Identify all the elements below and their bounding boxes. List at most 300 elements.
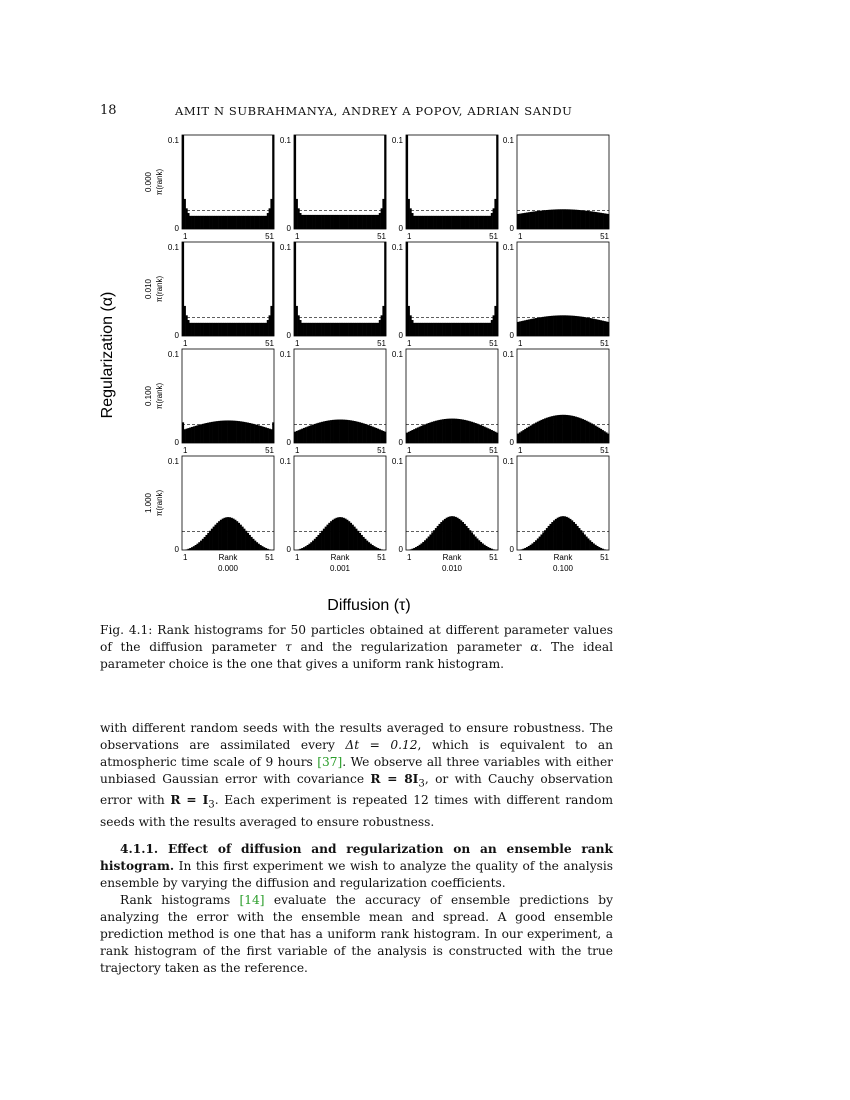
histogram-bar xyxy=(526,428,528,443)
histogram-bar xyxy=(254,323,256,336)
histogram-bar xyxy=(200,424,202,443)
histogram-bar xyxy=(343,215,345,229)
histogram-bar xyxy=(531,212,533,229)
histogram-bar xyxy=(231,323,233,336)
histogram-bar xyxy=(493,208,495,229)
histogram-bar xyxy=(359,323,361,336)
x-tick-label: 1 xyxy=(407,446,412,455)
histogram-bar xyxy=(569,209,571,229)
histogram-bar xyxy=(307,427,309,443)
histogram-bar xyxy=(406,242,408,336)
histogram-bar xyxy=(548,526,550,550)
histogram-bar xyxy=(202,216,204,229)
histogram-bar xyxy=(437,420,439,443)
histogram-bar xyxy=(440,216,442,229)
histogram-bar xyxy=(604,431,606,443)
histogram-bar xyxy=(569,519,571,550)
panel-xlabel: Rank xyxy=(330,553,350,562)
histogram-bar xyxy=(521,213,523,229)
histogram-bar xyxy=(345,420,347,443)
histogram-bar xyxy=(544,530,546,550)
y-tick-label: 0 xyxy=(398,438,403,447)
histogram-bar xyxy=(553,209,555,229)
y-tick-label: 0 xyxy=(509,224,514,233)
histogram-bar xyxy=(460,323,462,336)
histogram-bar xyxy=(251,537,253,550)
histogram-bar xyxy=(519,432,521,443)
histogram-bar xyxy=(213,216,215,229)
histogram-bar xyxy=(294,135,296,229)
histogram-bar xyxy=(517,434,519,443)
histogram-bar xyxy=(222,421,224,443)
y-tick-label: 0 xyxy=(174,224,179,233)
histogram-bar xyxy=(596,427,598,443)
histogram-bar xyxy=(519,214,521,229)
histogram-bar xyxy=(260,323,262,336)
histogram-bar xyxy=(381,549,383,550)
histogram-bar xyxy=(442,216,444,229)
histogram-bar xyxy=(270,429,272,443)
histogram-bar xyxy=(444,216,446,229)
histogram-bar xyxy=(586,317,588,336)
histogram-bar xyxy=(419,427,421,443)
histogram-bar xyxy=(267,549,269,550)
histogram-bar xyxy=(555,316,557,336)
y-tick-label: 0 xyxy=(286,224,291,233)
histogram-bar xyxy=(245,422,247,443)
histogram-bar xyxy=(560,415,562,443)
histogram-bar xyxy=(346,215,348,229)
histogram-bar xyxy=(528,319,530,336)
histogram-bar xyxy=(548,210,550,229)
histogram-bar xyxy=(453,216,455,229)
y-tick-label: 0.1 xyxy=(391,243,403,252)
histogram-bar xyxy=(343,323,345,336)
histogram-bar xyxy=(435,323,437,336)
histogram-bar xyxy=(531,319,533,336)
histogram-bar xyxy=(339,323,341,336)
y-tick-label: 0.1 xyxy=(502,243,514,252)
histogram-bar xyxy=(475,323,477,336)
histogram-bar xyxy=(591,424,593,443)
histogram-bar xyxy=(193,323,195,336)
y-tick-label: 0 xyxy=(509,438,514,447)
histogram-bar xyxy=(593,425,595,443)
histogram-bar xyxy=(462,420,464,443)
histogram-bar xyxy=(294,432,296,443)
citation-link[interactable]: [37] xyxy=(317,755,343,769)
y-tick-label: 0.1 xyxy=(391,457,403,466)
histogram-bar xyxy=(406,433,408,443)
histogram-bar xyxy=(442,323,444,336)
x-tick-label: 1 xyxy=(407,553,412,562)
histogram-bar xyxy=(319,323,321,336)
histogram-bar xyxy=(548,316,550,336)
histogram-bar xyxy=(326,215,328,229)
histogram-bar xyxy=(480,425,482,443)
histogram-bar xyxy=(359,422,361,443)
histogram-bar xyxy=(433,323,435,336)
histogram-bar xyxy=(422,323,424,336)
histogram-bar xyxy=(220,216,222,229)
histogram-bar xyxy=(417,546,419,550)
histogram-bar xyxy=(373,427,375,443)
section-paragraph: 4.1.1. Effect of diffusion and regularization on an ensemble rank histogram. In this first experiment we wish to analyze the quality of the analysis ensemble by varying the diffusion and regularization coefficients. xyxy=(100,841,613,890)
histogram-bar xyxy=(600,213,602,229)
histogram-bar xyxy=(442,419,444,443)
histogram-bar xyxy=(238,323,240,336)
y-tick-label: 0 xyxy=(398,224,403,233)
histogram-bar xyxy=(359,215,361,229)
histogram-bar xyxy=(366,541,368,550)
panel-ylabel: π(rank) xyxy=(155,275,164,303)
panel-frame xyxy=(406,135,498,229)
histogram-bar xyxy=(476,424,478,443)
histogram-bar xyxy=(584,420,586,443)
histogram-bar xyxy=(236,323,238,336)
panel-frame xyxy=(406,242,498,336)
histogram-bar xyxy=(368,425,370,443)
histogram-bar xyxy=(265,428,267,444)
histogram-bar xyxy=(270,306,272,336)
histogram-bar xyxy=(222,519,224,550)
histogram-bar xyxy=(528,427,530,443)
histogram-bar xyxy=(473,216,475,229)
y-tick-label: 0 xyxy=(509,545,514,554)
x-tick-label: 51 xyxy=(265,553,274,562)
histogram-bar xyxy=(562,516,564,550)
histogram-bar xyxy=(428,323,430,336)
histogram-bar xyxy=(381,208,383,229)
histogram-bar xyxy=(410,208,412,229)
histogram-bar xyxy=(314,424,316,443)
histogram-bar xyxy=(361,323,363,336)
histogram-bar xyxy=(484,216,486,229)
histogram-bar xyxy=(535,540,537,550)
histogram-bar xyxy=(242,323,244,336)
histogram-bar xyxy=(214,323,216,336)
histogram-bar xyxy=(245,323,247,336)
histogram-bar xyxy=(521,431,523,443)
x-tick-label: 1 xyxy=(183,232,188,241)
section-title: 4.1.1. Effect of diffusion and regularization on an ensemble rank histogram. xyxy=(100,841,613,873)
histogram-bar xyxy=(530,319,532,336)
histogram-bar xyxy=(207,533,209,550)
histogram-bar xyxy=(234,323,236,336)
histogram-bar xyxy=(229,420,231,443)
x-tick-label: 51 xyxy=(489,446,498,455)
histogram-bar xyxy=(223,216,225,229)
histogram-bar xyxy=(458,519,460,550)
histogram-bar xyxy=(195,323,197,336)
histogram-bar xyxy=(584,534,586,550)
histogram-bar xyxy=(580,210,582,229)
histogram-bar xyxy=(332,520,334,550)
histogram-bar xyxy=(301,323,303,336)
histogram-bar xyxy=(186,549,188,550)
x-tick-label: 1 xyxy=(295,553,300,562)
histogram-bar xyxy=(406,135,408,229)
histogram-bar xyxy=(589,423,591,443)
histogram-bar xyxy=(596,319,598,336)
histogram-bar xyxy=(222,323,224,336)
histogram-bar xyxy=(234,216,236,229)
histogram-bar xyxy=(551,316,553,336)
x-tick-label: 1 xyxy=(183,339,188,348)
histogram-bar xyxy=(247,323,249,336)
histogram-bar xyxy=(345,323,347,336)
histogram-bar xyxy=(438,216,440,229)
histogram-bar xyxy=(424,216,426,229)
histogram-bar xyxy=(489,429,491,443)
panel-xlabel: Rank xyxy=(218,553,238,562)
histogram-bar xyxy=(417,427,419,443)
histogram-bar xyxy=(298,315,300,336)
histogram-bar xyxy=(204,423,206,443)
histogram-bar xyxy=(419,216,421,229)
histogram-bar xyxy=(375,323,377,336)
histogram-bar xyxy=(580,530,582,550)
histogram-bar xyxy=(530,545,532,550)
histogram-bar xyxy=(223,421,225,443)
histogram-bar xyxy=(491,320,493,336)
histogram-bar xyxy=(200,216,202,229)
histogram-bar xyxy=(204,216,206,229)
histogram-bar xyxy=(471,216,473,229)
paragraph: Rank histograms [14] evaluate the accuracy of ensemble predictions by analyzing the error with the ensemble mean and spread. A good ensemble prediction method is one that has a uniform rank histogram. In our experiment, a rank histogram of the first variable of the analysis is constructed with the true trajectory taken as the reference. xyxy=(100,892,613,975)
histogram-bar xyxy=(312,215,314,229)
histogram-bar xyxy=(484,545,486,550)
histogram-bar xyxy=(252,216,254,229)
histogram-bar xyxy=(379,549,381,550)
rank-histogram-figure xyxy=(95,125,620,620)
histogram-bar xyxy=(467,216,469,229)
y-tick-label: 0.1 xyxy=(167,457,179,466)
x-tick-label: 51 xyxy=(377,553,386,562)
histogram-bar xyxy=(384,432,386,443)
histogram-bar xyxy=(537,538,539,550)
histogram-bar xyxy=(605,321,607,336)
histogram-bar xyxy=(366,215,368,229)
histogram-bar xyxy=(428,423,430,443)
histogram-bar xyxy=(539,211,541,229)
histogram-bar xyxy=(196,425,198,443)
x-tick-label: 51 xyxy=(600,232,609,241)
histogram-bar xyxy=(607,214,609,229)
histogram-bar xyxy=(227,517,229,550)
histogram-bar xyxy=(229,323,231,336)
histogram-bar xyxy=(453,323,455,336)
histogram-bar xyxy=(589,211,591,229)
histogram-bar xyxy=(524,213,526,229)
histogram-bar xyxy=(485,427,487,443)
histogram-bar xyxy=(482,426,484,443)
histogram-bar xyxy=(319,215,321,229)
histogram-bar xyxy=(312,425,314,443)
histogram-bar xyxy=(533,211,535,229)
histogram-bar xyxy=(586,421,588,443)
histogram-bar xyxy=(191,427,193,443)
histogram-bar xyxy=(469,421,471,443)
histogram-bar xyxy=(575,316,577,336)
histogram-bar xyxy=(251,216,253,229)
histogram-bar xyxy=(350,323,352,336)
histogram-bar xyxy=(493,431,495,443)
histogram-bar xyxy=(584,211,586,229)
histogram-bar xyxy=(263,427,265,443)
histogram-bar xyxy=(598,547,600,550)
histogram-bar xyxy=(200,541,202,550)
histogram-bar xyxy=(265,548,267,550)
histogram-bar xyxy=(410,549,412,550)
histogram-bar xyxy=(352,215,354,229)
histogram-bar xyxy=(214,525,216,550)
y-tick-label: 0.1 xyxy=(279,457,291,466)
histogram-bar xyxy=(464,216,466,229)
histogram-bar xyxy=(537,211,539,229)
histogram-bar xyxy=(415,216,417,229)
histogram-bar xyxy=(296,199,298,229)
histogram-bar xyxy=(381,315,383,336)
histogram-bar xyxy=(485,323,487,336)
histogram-bar xyxy=(531,543,533,550)
histogram-bar xyxy=(566,209,568,229)
histogram-bar xyxy=(222,216,224,229)
histogram-bar xyxy=(569,415,571,443)
histogram-bar xyxy=(462,522,464,550)
histogram-bar xyxy=(341,517,343,550)
histogram-bar xyxy=(447,517,449,550)
histogram-bar xyxy=(368,542,370,550)
histogram-bar xyxy=(444,323,446,336)
histogram-bar xyxy=(357,531,359,550)
histogram-bar xyxy=(478,424,480,443)
histogram-bar xyxy=(480,542,482,550)
histogram-bar xyxy=(589,540,591,550)
histogram-bar xyxy=(256,425,258,443)
histogram-bar xyxy=(346,420,348,443)
histogram-bar xyxy=(437,526,439,550)
histogram-bar xyxy=(587,211,589,229)
histogram-bar xyxy=(258,216,260,229)
histogram-bar xyxy=(566,517,568,550)
histogram-bar xyxy=(379,213,381,229)
histogram-bar xyxy=(223,518,225,550)
histogram-bar xyxy=(207,423,209,443)
histogram-bar xyxy=(549,316,551,336)
histogram-bar xyxy=(598,320,600,336)
histogram-bar xyxy=(326,323,328,336)
histogram-bar xyxy=(355,215,357,229)
histogram-bar xyxy=(457,323,459,336)
histogram-bar xyxy=(553,316,555,336)
panel-frame xyxy=(294,135,386,229)
histogram-bar xyxy=(564,516,566,550)
histogram-bar xyxy=(478,216,480,229)
histogram-bar xyxy=(220,421,222,443)
histogram-bar xyxy=(354,323,356,336)
histogram-bar xyxy=(524,548,526,550)
histogram-bar xyxy=(410,431,412,443)
histogram-bar xyxy=(451,323,453,336)
histogram-bar xyxy=(312,323,314,336)
histogram-bar xyxy=(446,419,448,443)
histogram-bar xyxy=(370,215,372,229)
x-tick-label: 1 xyxy=(295,339,300,348)
histogram-bar xyxy=(533,542,535,550)
y-tick-label: 0.1 xyxy=(279,350,291,359)
histogram-bar xyxy=(182,135,184,229)
histogram-bar xyxy=(317,535,319,550)
histogram-bar xyxy=(560,516,562,550)
histogram-bar xyxy=(189,548,191,550)
citation-link[interactable]: [14] xyxy=(239,892,265,907)
histogram-bar xyxy=(596,546,598,550)
histogram-bar xyxy=(198,542,200,550)
histogram-bar xyxy=(457,216,459,229)
histogram-bar xyxy=(261,426,263,443)
histogram-bar xyxy=(428,216,430,229)
histogram-bar xyxy=(562,415,564,443)
histogram-bar xyxy=(299,213,301,229)
histogram-bar xyxy=(303,547,305,550)
histogram-bar xyxy=(209,216,211,229)
histogram-bar xyxy=(460,520,462,550)
histogram-bar xyxy=(546,316,548,336)
histogram-bar xyxy=(524,429,526,443)
histogram-bar xyxy=(602,213,604,229)
histogram-bar xyxy=(343,420,345,443)
histogram-bar xyxy=(261,323,263,336)
y-tick-label: 0.1 xyxy=(279,136,291,145)
histogram-bar xyxy=(584,317,586,336)
histogram-bar xyxy=(549,210,551,229)
histogram-bar xyxy=(366,323,368,336)
histogram-bar xyxy=(384,135,386,229)
histogram-bar xyxy=(571,520,573,550)
histogram-bar xyxy=(195,545,197,550)
histogram-bar xyxy=(231,216,233,229)
histogram-bar xyxy=(359,533,361,550)
x-tick-label: 1 xyxy=(407,232,412,241)
histogram-bar xyxy=(339,517,341,550)
histogram-bar xyxy=(453,419,455,443)
x-tick-label: 51 xyxy=(265,339,274,348)
histogram-bar xyxy=(335,215,337,229)
histogram-bar xyxy=(604,321,606,336)
histogram-bar xyxy=(564,415,566,443)
histogram-bar xyxy=(522,213,524,229)
histogram-bar xyxy=(341,420,343,443)
histogram-bar xyxy=(429,534,431,550)
histogram-bar xyxy=(189,428,191,444)
histogram-bar xyxy=(258,323,260,336)
histogram-bar xyxy=(308,323,310,336)
histogram-bar xyxy=(337,420,339,443)
histogram-bar xyxy=(446,216,448,229)
histogram-bar xyxy=(265,216,267,229)
histogram-bar xyxy=(184,306,186,336)
histogram-bar xyxy=(485,546,487,550)
histogram-bar xyxy=(411,430,413,443)
histogram-bar xyxy=(600,320,602,336)
histogram-bar xyxy=(350,523,352,550)
histogram-bar xyxy=(258,425,260,443)
histogram-bar xyxy=(343,518,345,550)
paragraph: with different random seeds with the results averaged to ensure robustness. The observations are assimilated every Δt = 0.12, which is equivalent to an atmospheric time scale of 9 hours [37]. We observe all three variables with either unbiased Gaussian error with covariance $R = 8I_3$, or with Cauchy observation error with $R = I_3$. Each experiment is repeated 12 times with different random seeds with the results averaged to ensure robustness. xyxy=(100,721,614,829)
histogram-bar xyxy=(408,432,410,443)
panel-xlabel: Rank xyxy=(442,553,462,562)
